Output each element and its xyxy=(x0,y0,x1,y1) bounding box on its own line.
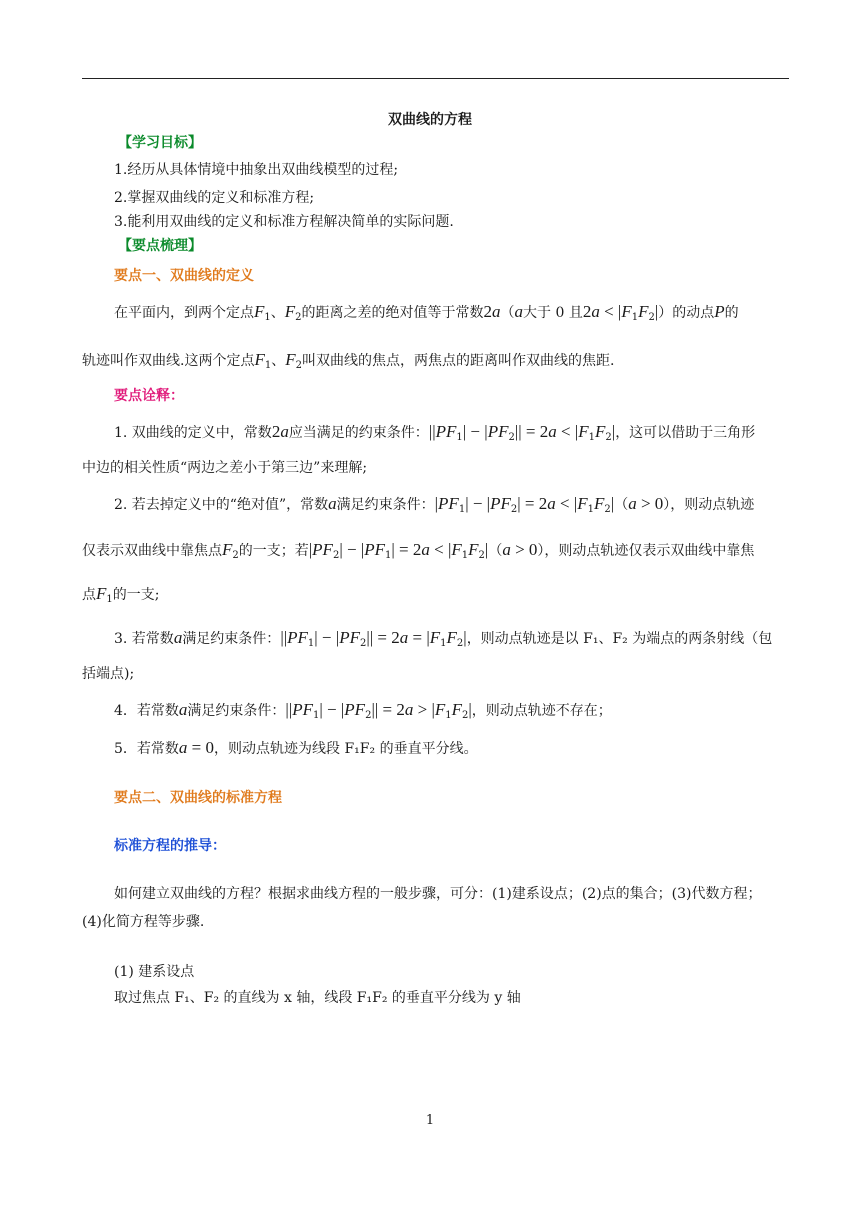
note-2-line-3: 点$F_1$的一支; xyxy=(82,584,160,605)
derivation-paragraph-line-2: (4)化简方程等步骤. xyxy=(82,914,205,930)
note-4: 4．若常数a满足约束条件：$||PF_1| - |PF_2|| = 2a > |F_1F_2|$，则动点轨迹不存在； xyxy=(114,700,612,721)
objective-item: 2.掌握双曲线的定义和标准方程; xyxy=(114,190,315,206)
objectives-heading: 【学习目标】 xyxy=(118,135,202,151)
note-2-line-2: 仅表示双曲线中靠焦点$F_2$的一支；若$|PF_2| - |PF_1| = 2a < |F_1F_2|(a > 0)$，则动点轨迹仅表示双曲线中靠焦 xyxy=(82,540,755,561)
page-number: 1 xyxy=(425,1113,435,1128)
note-3-line-2: 括端点); xyxy=(82,666,135,682)
page-title: 双曲线的方程 xyxy=(388,112,472,128)
section1-heading: 要点一、双曲线的定义 xyxy=(114,268,254,284)
step-1-heading: (1) 建系设点 xyxy=(114,964,195,980)
note-5: 5．若常数a = 0，则动点轨迹为线段 F₁F₂ 的垂直平分线。 xyxy=(114,738,478,757)
note-1-line-1: 1. 双曲线的定义中，常数2a应当满足的约束条件：$||PF_1| - |PF_2|| = 2a < |F_1F_2|$，这可以借助于三角形 xyxy=(114,422,756,443)
objective-item: 3.能利用双曲线的定义和标准方程解决简单的实际问题. xyxy=(114,214,454,230)
note-2-line-1: 2. 若去掉定义中的“绝对值”，常数a满足约束条件：$|PF_1| - |PF_2| = 2a < |F_1F_2|(a > 0)$，则动点轨迹 xyxy=(114,494,755,515)
derivation-heading: 标准方程的推导： xyxy=(114,838,226,854)
definition-line-1: 在平面内，到两个定点$F_1$、$F_2$的距离之差的绝对值等于常数2a（a大于 0 且$2a < |F_1F_2|$）的动点P的 xyxy=(114,302,739,323)
derivation-paragraph-line-1: 如何建立双曲线的方程？根据求曲线方程的一般步骤，可分：(1)建系设点；(2)点的集合；(3)代数方程； xyxy=(114,886,762,902)
notes-heading: 要点诠释： xyxy=(114,388,184,404)
note-3-line-1: 3. 若常数a满足约束条件：$||PF_1| - |PF_2|| = 2a = |F_1F_2|$，则动点轨迹是以 F₁、F₂ 为端点的两条射线（包 xyxy=(114,628,773,649)
definition-line-2: 轨迹叫作双曲线.这两个定点$F_1$、$F_2$叫双曲线的焦点，两焦点的距离叫作双曲线的焦距. xyxy=(82,350,615,371)
objective-item: 1.经历从具体情境中抽象出双曲线模型的过程; xyxy=(114,162,399,178)
summary-heading: 【要点梳理】 xyxy=(118,238,202,254)
header-rule xyxy=(82,78,789,79)
step-1-text: 取过焦点 F₁、F₂ 的直线为 x 轴，线段 F₁F₂ 的垂直平分线为 y 轴 xyxy=(114,990,521,1006)
note-1-line-2: 中边的相关性质“两边之差小于第三边”来理解; xyxy=(82,460,368,476)
section2-heading: 要点二、双曲线的标准方程 xyxy=(114,790,282,806)
